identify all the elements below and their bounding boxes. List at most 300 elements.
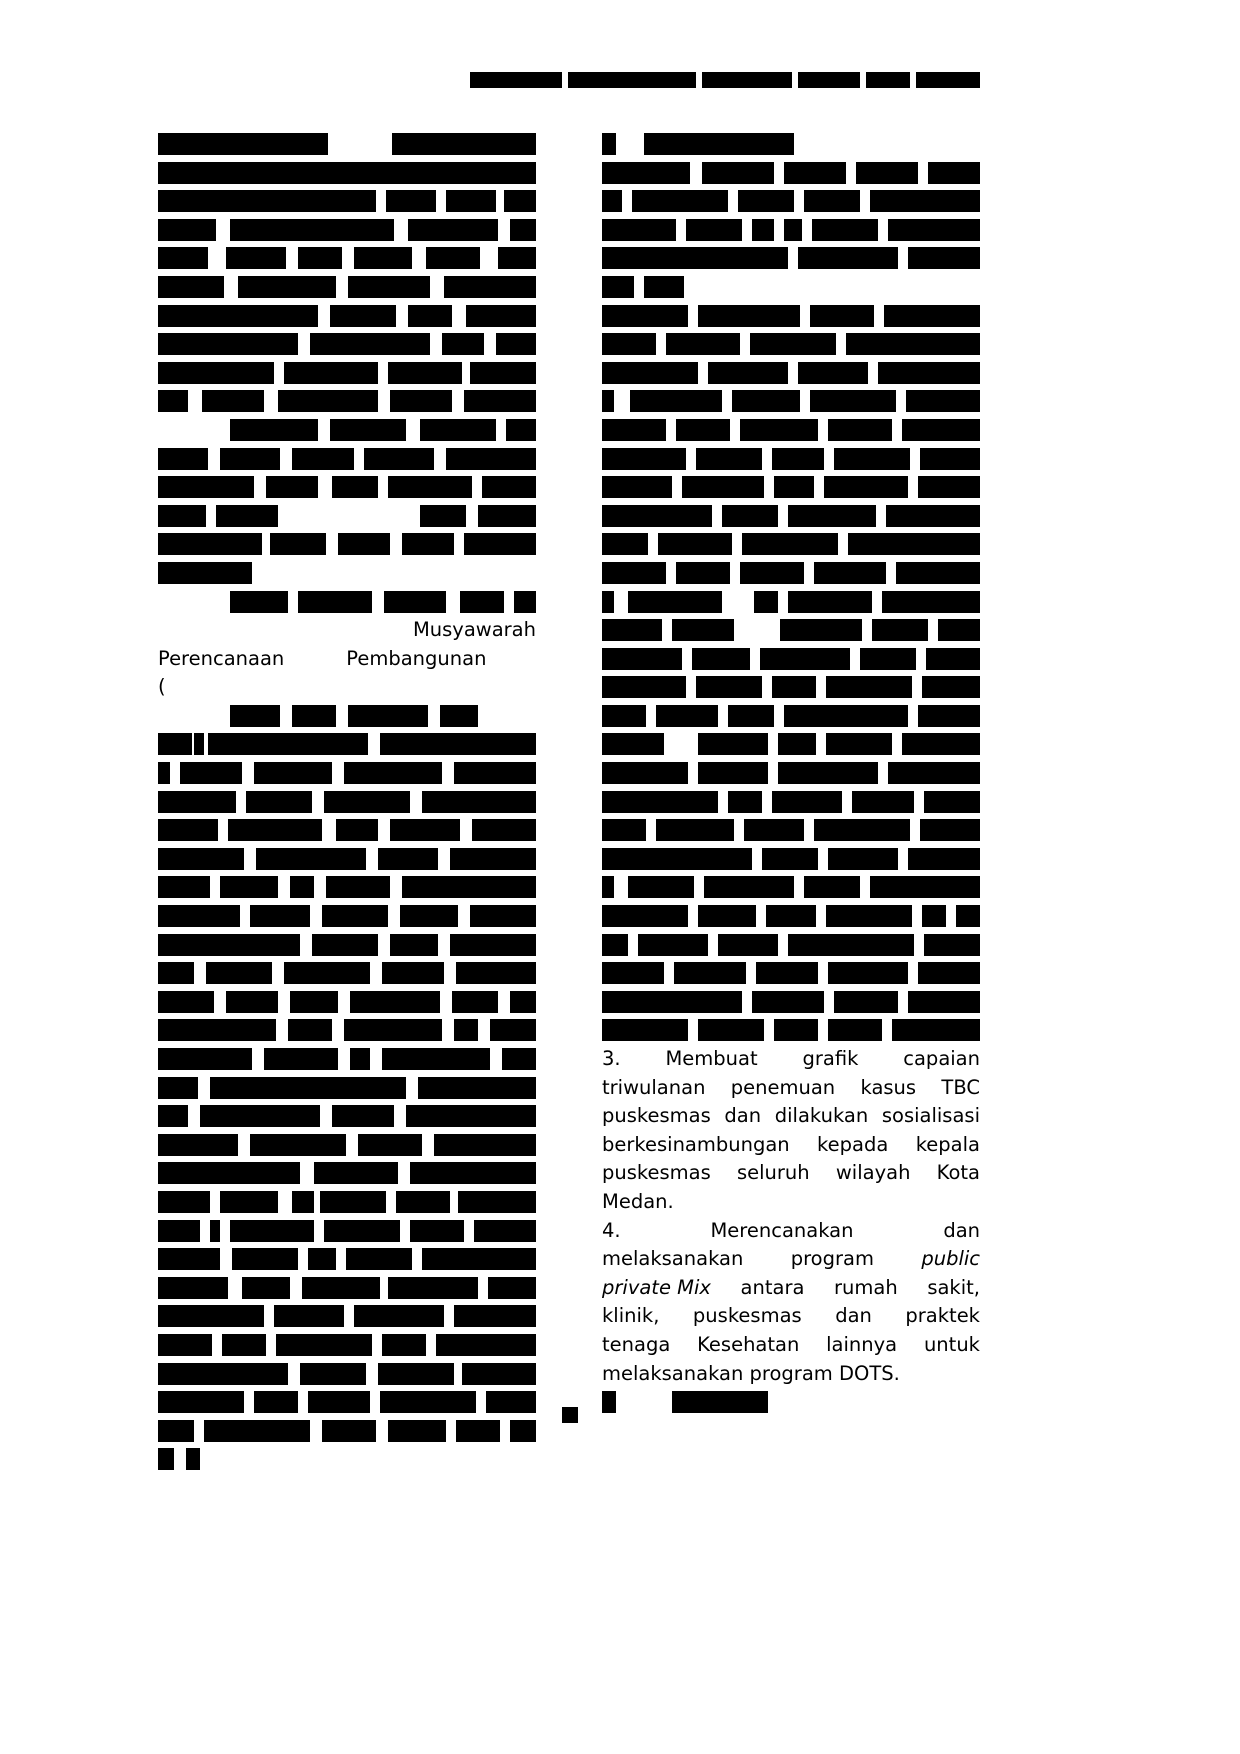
- text-token: seluruh: [736, 1161, 810, 1185]
- redaction-block: [158, 934, 300, 956]
- redaction-block: [158, 476, 254, 498]
- redacted-text-line: [602, 1016, 980, 1045]
- redaction-block: [926, 648, 980, 670]
- redacted-text-line: [158, 759, 536, 788]
- redaction-block: [208, 733, 368, 755]
- redaction-block: [778, 762, 878, 784]
- redaction-block: [158, 333, 298, 355]
- redaction-block: [406, 1105, 536, 1127]
- redaction-block: [308, 1391, 370, 1413]
- redaction-block: [698, 762, 768, 784]
- redaction-block: [702, 162, 774, 184]
- redaction-block: [658, 533, 732, 555]
- paragraph-4-line-5: [602, 1331, 980, 1360]
- redaction-block: [696, 676, 762, 698]
- redacted-text-line: [602, 330, 980, 359]
- redaction-block: [354, 247, 412, 269]
- redaction-block: [674, 962, 746, 984]
- redaction-block: [266, 476, 318, 498]
- redaction-block: [210, 1077, 406, 1099]
- redaction-block: [158, 1448, 174, 1470]
- redaction-block: [158, 162, 536, 184]
- redaction-block: [852, 791, 914, 813]
- redaction-block: [322, 905, 388, 927]
- redaction-block: [834, 448, 910, 470]
- redacted-text-line: [602, 445, 980, 474]
- redaction-block: [158, 1105, 188, 1127]
- text-token: 4.: [602, 1218, 621, 1242]
- redaction-block: [602, 962, 664, 984]
- text-token: kepada: [817, 1132, 889, 1156]
- redaction-block: [250, 1134, 346, 1156]
- redacted-text-line: [602, 759, 980, 788]
- redaction-block: [602, 905, 688, 927]
- redaction-block: [410, 1162, 536, 1184]
- redaction-block: [644, 133, 794, 155]
- redaction-block: [446, 448, 536, 470]
- redaction-block: [324, 791, 410, 813]
- redaction-block: [896, 562, 980, 584]
- paragraph-3-line-3: [602, 1102, 980, 1131]
- redaction-block: [752, 991, 824, 1013]
- redacted-text-line: [602, 1388, 980, 1417]
- redaction-block: [602, 934, 628, 956]
- redaction-block: [298, 591, 372, 613]
- redaction-block: [656, 819, 734, 841]
- redaction-block: [656, 705, 718, 727]
- redaction-block: [220, 1191, 278, 1213]
- redaction-block: [602, 705, 646, 727]
- redaction-block: [906, 390, 980, 412]
- text-token: penemuan: [730, 1075, 836, 1099]
- header-redaction-segment: [702, 72, 792, 88]
- redaction-block: [784, 705, 908, 727]
- redaction-block: [298, 247, 342, 269]
- redaction-block: [180, 762, 242, 784]
- redaction-block: [826, 676, 912, 698]
- redaction-block: [390, 390, 452, 412]
- redaction-block: [698, 905, 756, 927]
- redacted-text-line: [602, 187, 980, 216]
- redaction-block: [908, 991, 980, 1013]
- redaction-block: [380, 1391, 476, 1413]
- redaction-block: [158, 1363, 288, 1385]
- redaction-block: [602, 305, 688, 327]
- paragraph-4-line-6: [602, 1360, 980, 1389]
- redacted-text-line: [602, 816, 980, 845]
- paragraph-4-line-2: [602, 1245, 980, 1274]
- redaction-block: [310, 333, 430, 355]
- header-redaction-bar: [470, 72, 980, 88]
- redaction-block: [740, 419, 818, 441]
- redacted-text-line: [158, 359, 536, 388]
- redaction-block: [860, 648, 916, 670]
- redacted-text-line: [158, 959, 536, 988]
- redaction-block: [230, 705, 280, 727]
- text-token: grafik: [802, 1047, 859, 1070]
- redaction-block: [602, 733, 664, 755]
- redaction-block: [158, 1077, 198, 1099]
- redacted-text-line: [158, 330, 536, 359]
- redaction-block: [496, 333, 536, 355]
- redaction-block: [672, 619, 734, 641]
- redaction-block: [308, 1248, 336, 1270]
- header-redaction-segment: [916, 72, 980, 88]
- redaction-block: [682, 476, 764, 498]
- visible-text-line: Musyawarah: [412, 618, 536, 642]
- redaction-block: [602, 448, 686, 470]
- redaction-block: [878, 362, 980, 384]
- redaction-block: [798, 247, 898, 269]
- footer-marker: [562, 1407, 578, 1423]
- redaction-block: [158, 562, 252, 584]
- redaction-block: [488, 1277, 536, 1299]
- redaction-block: [602, 619, 662, 641]
- redaction-block: [514, 591, 536, 613]
- redaction-block: [602, 1391, 616, 1413]
- paragraph-4-line-4: [602, 1302, 980, 1331]
- redaction-block: [510, 219, 536, 241]
- redaction-block: [158, 962, 194, 984]
- redaction-block: [692, 648, 750, 670]
- redaction-block: [602, 819, 646, 841]
- redaction-block: [226, 247, 286, 269]
- redacted-text-line: [602, 273, 980, 302]
- redaction-block: [158, 876, 210, 898]
- redacted-text-line: [602, 387, 980, 416]
- redaction-block: [470, 362, 536, 384]
- redaction-block: [698, 1019, 764, 1041]
- redaction-block: [200, 1105, 320, 1127]
- redaction-block: [814, 819, 910, 841]
- redaction-block: [788, 591, 872, 613]
- text-token: puskesmas: [602, 1161, 711, 1185]
- redacted-text-line: [158, 530, 536, 559]
- redaction-block: [772, 676, 816, 698]
- redaction-block: [886, 505, 980, 527]
- redacted-text-line: [158, 130, 536, 159]
- redaction-block: [384, 591, 446, 613]
- redaction-block: [220, 876, 278, 898]
- redacted-text-line: [158, 1274, 536, 1303]
- redaction-block: [158, 362, 274, 384]
- redacted-text-line: [158, 988, 536, 1017]
- redaction-block: [772, 448, 824, 470]
- redacted-text-line: [158, 931, 536, 960]
- redaction-block: [390, 819, 460, 841]
- redaction-block: [158, 905, 240, 927]
- redaction-block: [348, 276, 430, 298]
- redaction-block: [602, 333, 656, 355]
- header-redaction-segment: [470, 72, 562, 88]
- redaction-block: [902, 733, 980, 755]
- redacted-text-line: [158, 1016, 536, 1045]
- redacted-text-line: [158, 1302, 536, 1331]
- redaction-block: [228, 819, 322, 841]
- redaction-block: [222, 1334, 266, 1356]
- redaction-block: [888, 219, 980, 241]
- redaction-block: [408, 219, 498, 241]
- redaction-block: [814, 562, 886, 584]
- redaction-block: [732, 390, 800, 412]
- redaction-block: [300, 1363, 366, 1385]
- redacted-text-line: [602, 502, 980, 531]
- redaction-block: [390, 934, 438, 956]
- redacted-text-line: [158, 187, 536, 216]
- redaction-block: [908, 848, 980, 870]
- paragraph-4-line-3: [602, 1274, 980, 1303]
- redaction-block: [686, 219, 742, 241]
- redaction-block: [464, 533, 536, 555]
- redaction-block: [246, 791, 312, 813]
- redacted-text-line: [158, 702, 536, 731]
- redaction-block: [358, 1134, 422, 1156]
- redacted-text-line: [602, 244, 980, 273]
- redaction-block: [676, 562, 730, 584]
- text-token: dan: [724, 1104, 762, 1128]
- redaction-block: [202, 390, 264, 412]
- redaction-block: [456, 962, 536, 984]
- redaction-block: [446, 190, 496, 212]
- redaction-block: [762, 848, 818, 870]
- text-token: puskesmas: [692, 1304, 802, 1328]
- redaction-block: [834, 991, 898, 1013]
- text-token: Medan.: [602, 1189, 674, 1213]
- redaction-block: [206, 962, 272, 984]
- redaction-block: [888, 762, 980, 784]
- text-token: capaian: [903, 1047, 980, 1070]
- redaction-block: [400, 905, 458, 927]
- redaction-block: [392, 133, 536, 155]
- redaction-block: [676, 419, 730, 441]
- redaction-block: [798, 362, 868, 384]
- redaction-block: [602, 505, 712, 527]
- redaction-block: [158, 1420, 194, 1442]
- redaction-block: [418, 1077, 536, 1099]
- redaction-block: [870, 876, 980, 898]
- redaction-block: [210, 1220, 220, 1242]
- redaction-block: [326, 876, 390, 898]
- redacted-text-line: [602, 473, 980, 502]
- redaction-block: [772, 791, 842, 813]
- redaction-block: [276, 1334, 372, 1356]
- redaction-block: [420, 505, 466, 527]
- redaction-block: [510, 1420, 536, 1442]
- redacted-text-line: [158, 1045, 536, 1074]
- redacted-text-line: [158, 588, 536, 617]
- text-token: antara: [740, 1275, 805, 1299]
- redaction-block: [728, 705, 774, 727]
- redaction-block: [918, 962, 980, 984]
- redaction-block: [708, 362, 788, 384]
- redacted-text-line: [602, 645, 980, 674]
- text-token: Merencanakan: [710, 1218, 854, 1242]
- redacted-text-line: [602, 959, 980, 988]
- redacted-text-line: [602, 559, 980, 588]
- redaction-block: [462, 1363, 536, 1385]
- redaction-block: [602, 562, 666, 584]
- redaction-block: [938, 619, 980, 641]
- redaction-block: [242, 1277, 290, 1299]
- redacted-text-line: [602, 788, 980, 817]
- redaction-block: [602, 676, 686, 698]
- redaction-block: [856, 162, 918, 184]
- text-token: rumah: [834, 1275, 898, 1299]
- redaction-block: [284, 962, 370, 984]
- redaction-block: [382, 962, 444, 984]
- redaction-block: [698, 305, 800, 327]
- redaction-block: [354, 1305, 444, 1327]
- redaction-block: [506, 419, 536, 441]
- redaction-block: [330, 419, 406, 441]
- redaction-block: [158, 219, 216, 241]
- redaction-block: [256, 848, 366, 870]
- redaction-block: [486, 1391, 536, 1413]
- redacted-text-line: [602, 530, 980, 559]
- redaction-block: [628, 591, 722, 613]
- redaction-block: [158, 848, 244, 870]
- header-redaction-segment: [866, 72, 910, 88]
- redaction-block: [722, 505, 778, 527]
- redaction-block: [450, 848, 536, 870]
- redaction-block: [350, 991, 440, 1013]
- redaction-block: [602, 991, 742, 1013]
- redaction-block: [158, 448, 208, 470]
- redaction-block: [922, 905, 946, 927]
- redacted-text-line: [158, 559, 536, 588]
- redaction-block: [784, 219, 802, 241]
- redaction-block: [956, 905, 980, 927]
- redaction-block: [632, 190, 728, 212]
- redaction-block: [230, 419, 318, 441]
- text-token: untuk: [923, 1332, 980, 1356]
- redaction-block: [644, 276, 684, 298]
- redaction-block: [292, 448, 354, 470]
- redaction-block: [778, 733, 816, 755]
- redaction-block: [788, 505, 876, 527]
- redaction-block: [728, 791, 762, 813]
- redaction-block: [230, 591, 288, 613]
- redaction-block: [264, 1048, 338, 1070]
- redaction-block: [158, 1220, 200, 1242]
- redaction-block: [270, 533, 326, 555]
- redaction-block: [254, 762, 332, 784]
- redaction-block: [848, 533, 980, 555]
- redaction-block: [332, 1105, 394, 1127]
- redaction-block: [444, 276, 536, 298]
- redacted-text-line: [602, 359, 980, 388]
- redacted-text-line: [158, 1217, 536, 1246]
- redaction-block: [220, 448, 280, 470]
- redacted-text-line: [602, 416, 980, 445]
- redacted-text-line: [158, 1159, 536, 1188]
- redaction-block: [902, 419, 980, 441]
- redaction-block: [230, 219, 394, 241]
- text-token: triwulanan: [602, 1075, 706, 1099]
- redaction-block: [602, 591, 614, 613]
- redaction-block: [602, 419, 666, 441]
- redaction-block: [158, 1305, 264, 1327]
- redaction-block: [602, 762, 688, 784]
- redaction-block: [870, 190, 980, 212]
- redaction-block: [420, 419, 496, 441]
- redacted-text-line: [602, 873, 980, 902]
- redaction-block: [828, 962, 908, 984]
- redacted-text-line: [158, 873, 536, 902]
- redaction-block: [756, 962, 818, 984]
- header-redaction-segment: [568, 72, 696, 88]
- text-token: Kota: [936, 1161, 980, 1185]
- redaction-block: [464, 390, 536, 412]
- redaction-block: [158, 276, 224, 298]
- redaction-block: [158, 1019, 276, 1041]
- redaction-block: [158, 791, 236, 813]
- redaction-block: [628, 876, 694, 898]
- redaction-block: [348, 705, 428, 727]
- redaction-block: [766, 905, 816, 927]
- redacted-text-line: [158, 1360, 536, 1389]
- redacted-text-line: [158, 902, 536, 931]
- redacted-text-line: [158, 1331, 536, 1360]
- text-token: Kesehatan: [697, 1332, 800, 1356]
- redacted-text-line: [158, 216, 536, 245]
- paragraph-3-line-2: [602, 1074, 980, 1103]
- redaction-block: [346, 1248, 412, 1270]
- redaction-block: [504, 190, 536, 212]
- redaction-block: [332, 476, 378, 498]
- visible-paragraph-block: [602, 1045, 980, 1388]
- paragraph-3-line-4: [602, 1131, 980, 1160]
- redaction-block: [284, 362, 378, 384]
- redaction-block: [450, 934, 536, 956]
- text-token: Membuat: [665, 1047, 758, 1070]
- redacted-text-line: [602, 216, 980, 245]
- redaction-block: [918, 705, 980, 727]
- redacted-text-line: [602, 730, 980, 759]
- redaction-block: [314, 1162, 398, 1184]
- redaction-block: [742, 533, 838, 555]
- redaction-block: [828, 848, 898, 870]
- redacted-text-line: [158, 788, 536, 817]
- redaction-block: [466, 305, 536, 327]
- redaction-block: [754, 591, 778, 613]
- paragraph-3-line-5: [602, 1159, 980, 1188]
- redaction-block: [158, 533, 262, 555]
- redaction-block: [292, 1191, 314, 1213]
- redaction-block: [828, 419, 892, 441]
- redacted-text-line: [158, 273, 536, 302]
- redaction-block: [386, 190, 436, 212]
- redaction-block: [918, 476, 980, 498]
- redaction-block: [302, 1277, 380, 1299]
- redaction-block: [882, 591, 980, 613]
- redaction-block: [824, 476, 908, 498]
- redaction-block: [226, 991, 278, 1013]
- redaction-block: [602, 162, 690, 184]
- redaction-block: [774, 1019, 818, 1041]
- redaction-block: [436, 1334, 536, 1356]
- redaction-block: [460, 591, 504, 613]
- redaction-block: [602, 1019, 688, 1041]
- redacted-text-line: [158, 473, 536, 502]
- redaction-block: [928, 162, 980, 184]
- redaction-block: [158, 505, 206, 527]
- text-token: wilayah: [835, 1161, 911, 1185]
- redaction-block: [158, 762, 170, 784]
- redaction-block: [922, 676, 980, 698]
- redaction-block: [422, 1248, 536, 1270]
- redaction-block: [470, 905, 536, 927]
